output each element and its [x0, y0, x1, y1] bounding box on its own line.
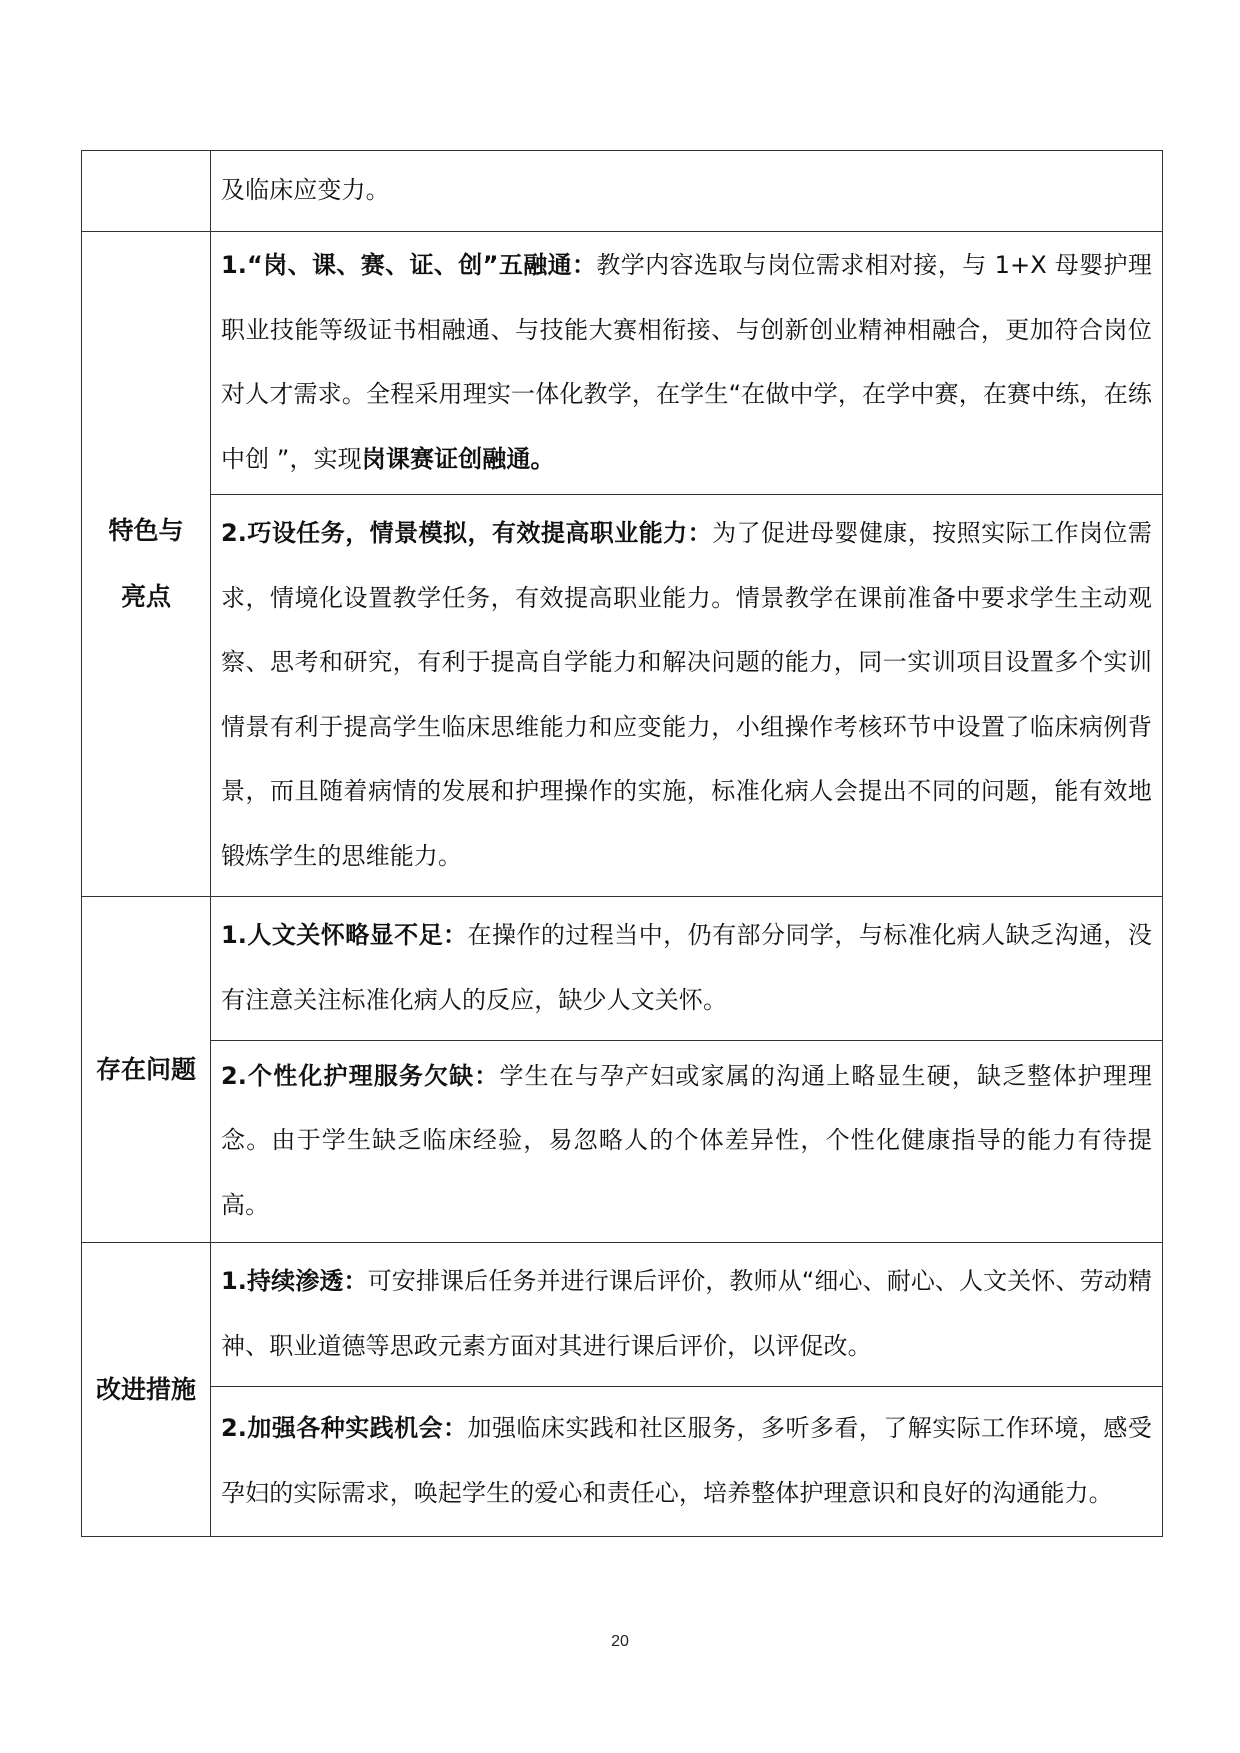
- improvements-item-2-cell: [211, 1387, 1163, 1537]
- table-row-improvements-1: [82, 1243, 1163, 1387]
- problems-item-2-heading: 2.个性化护理服务欠缺：: [221, 1061, 500, 1090]
- problems-item-1-text: 在操作的过程当中，仍有部分同学，与标准化病人缺乏沟通，没有注意关注标准化病人的反应，缺少人文关怀。: [221, 921, 1152, 1014]
- features-label-line2: 亮点: [120, 582, 171, 611]
- features-label-cell: [82, 232, 211, 897]
- improvements-label-cell: [82, 1243, 211, 1537]
- table-row-improvements-2: [82, 1387, 1163, 1537]
- features-item-2-cell: [211, 495, 1163, 897]
- row-label-empty: [82, 151, 211, 232]
- table-row-continued: [82, 151, 1163, 232]
- features-item-1-tail: 岗课赛证创融通。: [361, 444, 555, 473]
- problems-item-2-text: 学生在与孕产妇或家属的沟通上略显生硬，缺乏整体护理理念。由于学生缺乏临床经验，易忽略人的个体差异性，个性化健康指导的能力有待提高。: [221, 1061, 1152, 1219]
- problems-label: 存在问题: [95, 1054, 196, 1084]
- table-row-problems-2: [82, 1041, 1163, 1243]
- improvements-item-2-text: 加强临床实践和社区服务，多听多看，了解实际工作环境，感受孕妇的实际需求，唤起学生的爱心和责任心，培养整体护理意识和良好的沟通能力。: [221, 1414, 1152, 1507]
- improvements-item-2-heading: 2.加强各种实践机会：: [221, 1414, 468, 1442]
- table-row-features-2: [82, 495, 1163, 897]
- improvements-item-1-cell: [211, 1243, 1163, 1387]
- evaluation-table: [81, 150, 1163, 1537]
- continued-text: 及临床应变力。: [221, 175, 390, 204]
- problems-item-1-cell: [211, 897, 1163, 1041]
- continued-text-cell: [211, 151, 1163, 232]
- features-item-2-text: 为了促进母婴健康，按照实际工作岗位需求，情境化设置教学任务，有效提高职业能力。情景教学在课前准备中要求学生主动观察、思考和研究，有利于提高自学能力和解决问题的能力，同一实训项目设置多个实训情景有利于提高学生临床思维能力和应变能力，小组操作考核环节中设置了临床病例背景，而且随着病情的发展和护理操作的实施，标准化病人会提出不同的问题，能有效地锻炼学生的思维能力。: [221, 519, 1152, 870]
- problems-item-2-cell: [211, 1041, 1163, 1243]
- features-item-2-heading: 2.巧设任务，情景模拟，有效提高职业能力：: [221, 519, 713, 547]
- improvements-item-1-text: 可安排课后任务并进行课后评价，教师从“细心、耐心、人文关怀、劳动精神、职业道德等思政元素方面对其进行课后评价，以评促改。: [221, 1267, 1152, 1360]
- table-row-features-1: [82, 232, 1163, 495]
- problems-label-cell: [82, 897, 211, 1243]
- page-number: 20: [611, 1633, 629, 1650]
- features-label-line1: 特色与: [108, 516, 184, 545]
- problems-item-1-heading: 1.人文关怀略显不足：: [221, 921, 468, 949]
- features-item-1-heading: 1.“岗、课、赛、证、创”五融通：: [221, 251, 597, 279]
- features-item-1-cell: [211, 232, 1163, 495]
- features-item-1-text: 教学内容选取与岗位需求相对接，与 1+X 母婴护理职业技能等级证书相融通、与技能大赛相衔接、与创新创业精神相融合，更加符合岗位对人才需求。全程采用理实一体化教学，在学生“在做中学，在学中赛，在赛中练，在练中创 ”，实现: [221, 251, 1153, 473]
- table-row-problems-1: [82, 897, 1163, 1041]
- improvements-item-1-heading: 1.持续渗透：: [221, 1267, 368, 1295]
- improvements-label: 改进措施: [95, 1374, 196, 1404]
